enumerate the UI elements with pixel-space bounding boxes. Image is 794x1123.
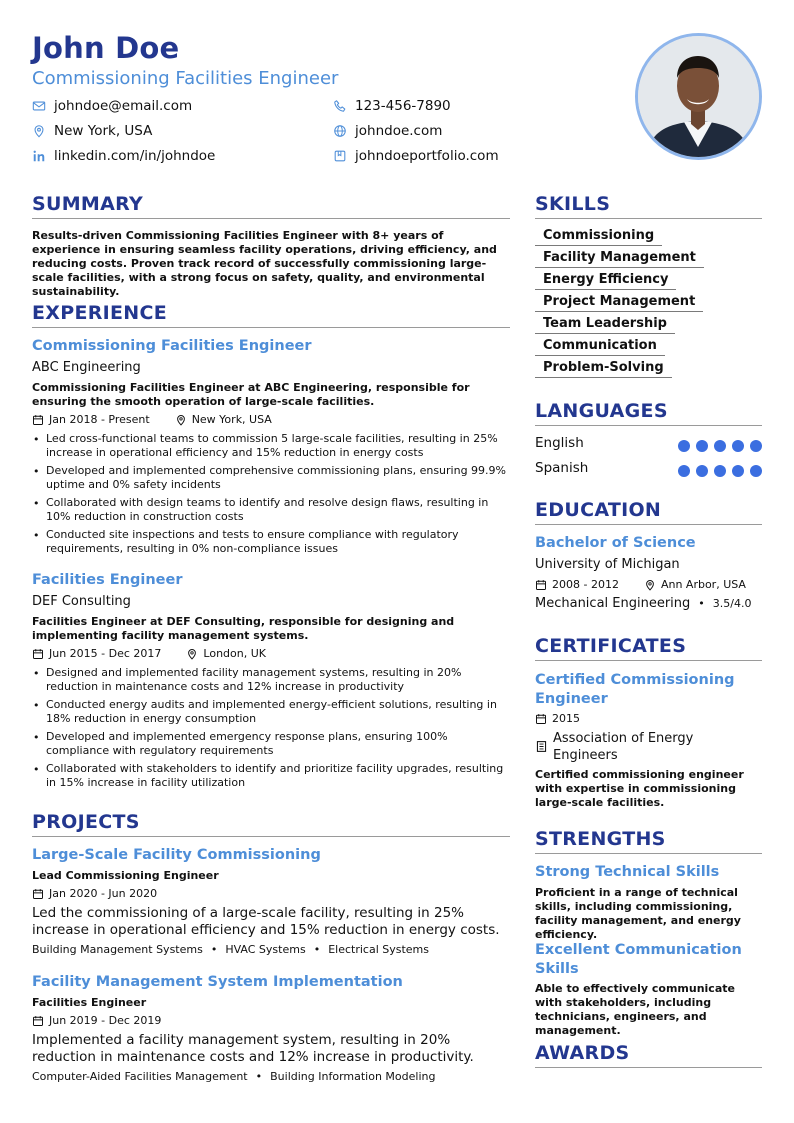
level-dot xyxy=(714,465,726,477)
tag: Building Management Systems xyxy=(32,943,203,956)
linkedin-icon xyxy=(32,149,46,163)
section-divider xyxy=(535,660,762,661)
education-meta: 2008 - 2012 Ann Arbor, USA xyxy=(535,578,746,591)
strength-title: Excellent Communication Skills xyxy=(535,942,742,977)
list-item: • Conducted energy audits and implemented energy-efficient solutions, resulting in 18% reduction in energy consumption xyxy=(32,698,510,726)
section-divider xyxy=(535,853,762,854)
skills-heading: SKILLS xyxy=(535,193,611,215)
globe-icon xyxy=(333,124,347,138)
languages-heading: LANGUAGES xyxy=(535,400,668,422)
section-divider xyxy=(32,327,510,328)
certificate-meta: 2015 xyxy=(535,712,580,725)
project-meta: Jun 2019 - Dec 2019 xyxy=(32,1014,161,1027)
avatar xyxy=(638,36,759,157)
language-level xyxy=(672,440,762,452)
job-meta: Jan 2018 - Present New York, USA xyxy=(32,413,272,426)
tag: Building Information Modeling xyxy=(270,1070,436,1083)
skill-item: Facility Management xyxy=(535,250,704,268)
profile-photo xyxy=(635,33,762,160)
contact-location: New York, USA xyxy=(32,123,152,139)
section-divider xyxy=(535,425,762,426)
project-tags: Building Management Systems • HVAC Systems • Electrical Systems xyxy=(32,943,429,956)
project-description: Led the commissioning of a large-scale facility, resulting in 25% increase in operational efficiency and 15% reduction in energy costs. xyxy=(32,905,500,938)
certificate-name: Certified Commissioning Engineer xyxy=(535,672,735,707)
calendar-icon xyxy=(535,713,547,725)
company-name: ABC Engineering xyxy=(32,360,141,375)
job-title: Commissioning Facilities Engineer xyxy=(32,338,312,354)
language-name: English xyxy=(535,435,584,451)
job-description: Commissioning Facilities Engineer at ABC Engineering, responsible for ensuring the smooth operation of large-scale facilities. xyxy=(32,381,470,408)
list-item: • Designed and implemented facility management systems, resulting in 20% reduction in maintenance costs and 12% increase in productivity xyxy=(32,666,510,694)
list-item: • Led cross-functional teams to commission 5 large-scale facilities, resulting in 25% increase in operational efficiency and 15% reduction in energy costs xyxy=(32,432,510,460)
job-bullets xyxy=(32,432,510,560)
section-divider xyxy=(535,218,762,219)
section-divider xyxy=(535,1067,762,1068)
section-divider xyxy=(32,836,510,837)
skill-item: Communication xyxy=(535,338,665,356)
tag: Computer-Aided Facilities Management xyxy=(32,1070,248,1083)
portfolio-icon xyxy=(333,149,347,163)
level-dot xyxy=(714,440,726,452)
experience-heading: EXPERIENCE xyxy=(32,302,168,324)
calendar-icon xyxy=(32,414,44,426)
school-name: University of Michigan xyxy=(535,557,680,572)
company-name: DEF Consulting xyxy=(32,594,131,609)
job-bullets xyxy=(32,666,510,794)
calendar-icon xyxy=(32,648,44,660)
calendar-icon xyxy=(32,888,44,900)
calendar-icon xyxy=(535,579,547,591)
location-pin-icon xyxy=(32,124,46,138)
contact-email[interactable]: johndoe@email.com xyxy=(32,98,192,114)
project-title: Facility Management System Implementation xyxy=(32,974,403,990)
list-item: • Collaborated with design teams to identify and resolve design flaws, resulting in 10% reduction in construction costs xyxy=(32,496,510,524)
project-tags: Computer-Aided Facilities Management • Building Information Modeling xyxy=(32,1070,436,1083)
tag: HVAC Systems xyxy=(225,943,306,956)
location-pin-icon xyxy=(186,648,198,660)
project-title: Large-Scale Facility Commissioning xyxy=(32,847,321,863)
project-role: Lead Commissioning Engineer xyxy=(32,869,219,882)
contact-phone[interactable]: 123-456-7890 xyxy=(333,98,451,114)
language-name: Spanish xyxy=(535,460,589,476)
job-meta: Jun 2015 - Dec 2017 London, UK xyxy=(32,647,266,660)
skill-item: Commissioning xyxy=(535,228,662,246)
location-pin-icon xyxy=(175,414,187,426)
level-dot xyxy=(696,440,708,452)
projects-heading: PROJECTS xyxy=(32,811,140,833)
list-item: • Developed and implemented emergency response plans, ensuring 100% compliance with regulatory requirements xyxy=(32,730,510,758)
list-item: • Conducted site inspections and tests to ensure compliance with regulatory requirements, resulting in 0% non-compliance issues xyxy=(32,528,510,556)
awards-heading: AWARDS xyxy=(535,1042,630,1064)
strength-title: Strong Technical Skills xyxy=(535,864,720,880)
education-heading: EDUCATION xyxy=(535,499,662,521)
strength-description: Able to effectively communicate with stakeholders, including technicians, engineers, and management. xyxy=(535,982,735,1037)
contact-portfolio[interactable]: johndoeportfolio.com xyxy=(333,148,499,164)
contact-linkedin[interactable]: linkedin.com/in/johndoe xyxy=(32,148,215,164)
level-dot xyxy=(732,440,744,452)
level-dot xyxy=(678,440,690,452)
building-icon xyxy=(535,740,548,753)
education-field: Mechanical Engineering • 3.5/4.0 xyxy=(535,596,752,611)
phone-icon xyxy=(333,99,347,113)
list-item: • Developed and implemented comprehensive commissioning plans, ensuring 99.9% uptime and 0% safety incidents xyxy=(32,464,510,492)
language-level xyxy=(672,465,762,477)
mail-icon xyxy=(32,99,46,113)
level-dot xyxy=(678,465,690,477)
job-title: Facilities Engineer xyxy=(32,572,183,588)
level-dot xyxy=(750,465,762,477)
strength-description: Proficient in a range of technical skills, including commissioning, facility management, and energy efficiency. xyxy=(535,886,741,941)
location-pin-icon xyxy=(644,579,656,591)
level-dot xyxy=(732,465,744,477)
certificate-description: Certified commissioning engineer with expertise in commissioning large-scale facilities. xyxy=(535,768,744,809)
skill-item: Energy Efficiency xyxy=(535,272,676,290)
tag: Electrical Systems xyxy=(328,943,429,956)
contact-website[interactable]: johndoe.com xyxy=(333,123,442,139)
project-description: Implemented a facility management system, resulting in 20% reduction in maintenance costs and 12% increase in productivity. xyxy=(32,1032,474,1065)
certificates-heading: CERTIFICATES xyxy=(535,635,687,657)
skill-item: Problem-Solving xyxy=(535,360,672,378)
summary-heading: SUMMARY xyxy=(32,193,144,215)
certificate-issuer-row xyxy=(535,730,743,764)
certificate-issuer: Association of Energy Engineers xyxy=(553,731,694,763)
project-role: Facilities Engineer xyxy=(32,996,147,1009)
gpa: 3.5/4.0 xyxy=(712,597,752,610)
candidate-name: John Doe xyxy=(32,31,180,65)
summary-text: Results-driven Commissioning Facilities Engineer with 8+ years of experience in ensuring seamless facility operations, driving efficiency, and reducing costs. Proven track record of successfully commissioning large-scale facilities, with a strong focus on safety, quality, and environmental sustainability. xyxy=(32,229,497,298)
section-divider xyxy=(32,218,510,219)
list-item: • Collaborated with stakeholders to identify and prioritize facility upgrades, resulting in 15% increase in facility utilization xyxy=(32,762,510,790)
degree-title: Bachelor of Science xyxy=(535,535,696,551)
skill-item: Team Leadership xyxy=(535,316,675,334)
candidate-role: Commissioning Facilities Engineer xyxy=(32,68,339,89)
section-divider xyxy=(535,524,762,525)
job-description: Facilities Engineer at DEF Consulting, responsible for designing and implementing facility management systems. xyxy=(32,615,455,642)
level-dot xyxy=(696,465,708,477)
level-dot xyxy=(750,440,762,452)
project-meta: Jan 2020 - Jun 2020 xyxy=(32,887,157,900)
strengths-heading: STRENGTHS xyxy=(535,828,666,850)
skill-item: Project Management xyxy=(535,294,703,312)
calendar-icon xyxy=(32,1015,44,1027)
